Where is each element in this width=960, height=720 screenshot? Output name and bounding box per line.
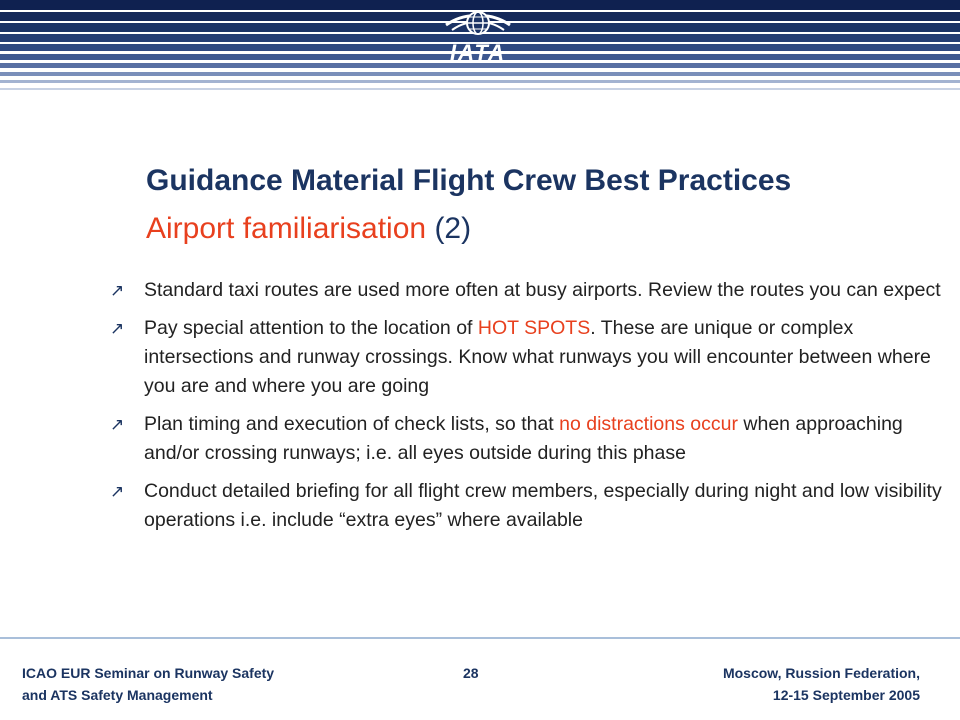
slide-title: Guidance Material Flight Crew Best Practices [146, 164, 792, 197]
bullet-text: Standard taxi routes are used more often at busy airports. Review the routes you can expect [144, 279, 941, 301]
bullet-text: Conduct detailed briefing for all flight crew members, especially during night and low visibility operations i.e. include “extra eyes” where available [144, 480, 942, 531]
bullet-item [108, 314, 948, 401]
slide-subtitle [146, 212, 471, 246]
bullet-list [108, 276, 948, 544]
footer-event [22, 662, 274, 706]
arrow-bullet-icon: ↗ [110, 281, 125, 300]
iata-logo [428, 6, 528, 66]
footer-event-line1: ICAO EUR Seminar on Runway Safety [22, 665, 275, 681]
subtitle-topic: Airport familiarisation [146, 212, 427, 245]
bullet-text-start: Pay special attention to the location of [144, 317, 478, 339]
iata-logo-text: IATA [449, 40, 507, 65]
page-number: 28 [463, 665, 479, 681]
bullet-item [108, 477, 948, 535]
bullet-text-end: when approaching and/or crossing runways; i.e. all eyes outside during this phase [144, 413, 903, 464]
footer-location-line1: Moscow, Russion Federation, [722, 665, 920, 681]
footer-event-line2: and ATS Safety Management [22, 687, 213, 703]
bullet-text-end: . These are unique or complex intersections and runway crossings. Know what runways you will encounter between where you are and where you are going [144, 317, 931, 397]
arrow-bullet-icon: ↗ [110, 415, 125, 434]
bullet-item [108, 410, 948, 468]
arrow-bullet-icon: ↗ [110, 319, 125, 338]
header-banner [0, 0, 960, 98]
bullet-text-start: Plan timing and execution of check lists, so that [144, 413, 560, 435]
footer-location [723, 662, 920, 706]
subtitle-part-number: (2) [434, 212, 472, 245]
footer-divider [0, 637, 960, 639]
footer-date: 12-15 September 2005 [772, 687, 920, 703]
bullet-item [108, 276, 948, 305]
arrow-bullet-icon: ↗ [110, 482, 125, 501]
bullet-highlight: no distractions occur [559, 413, 738, 435]
bullet-highlight: HOT SPOTS [477, 317, 591, 339]
